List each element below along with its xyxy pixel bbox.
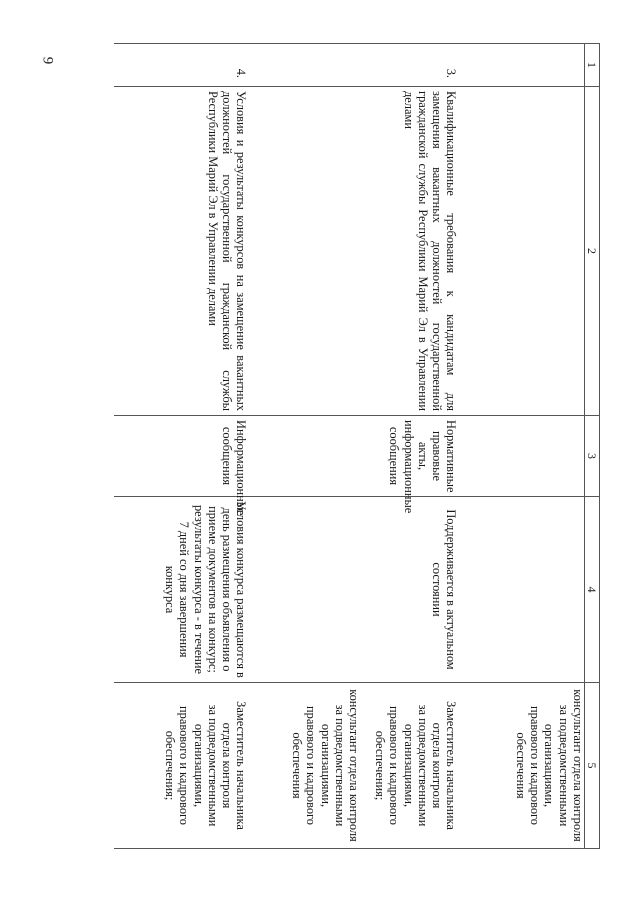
header-col-4: 4 (584, 497, 599, 683)
header-col-1: 1 (584, 44, 599, 87)
table-wrapper (114, 43, 600, 843)
responsible-line: консультант отдела контроля (347, 689, 362, 842)
header-col-5: 5 (584, 683, 599, 849)
row-document-type: Нормативные правовые акты, информационные сообщения (254, 416, 464, 497)
responsible-line: Заместитель начальника отдела контроля (430, 701, 459, 830)
table-row-continuation (464, 44, 584, 849)
responsible-line: за подведомственными организациями, (318, 704, 347, 827)
responsible-line: консультант отдела контроля (570, 689, 585, 842)
row-title: Квалификационные требования к кандидатам для замещения вакантных должностей государственной гражданской службы Республики Марий Эл в Управлении делами (254, 87, 464, 416)
term-line: Условия конкурса размещаются в день размещения объявления о приеме документов на конкурс; (205, 501, 249, 678)
responsible-line: правового и кадрового обеспечения (513, 706, 543, 825)
responsible-line: правового и кадрового обеспечения; (163, 706, 192, 825)
table-row (114, 44, 254, 849)
responsible-line: Заместитель начальника отдела контроля (220, 701, 249, 830)
responsible-line: правового и кадрового обеспечения (290, 706, 319, 825)
row-title: Условия и результаты конкурсов на замещение вакантных должностей государственной гражданской службы Республики Марий Эл в Управлении делами (114, 87, 254, 416)
responsible-line: за подведомственными организациями, (191, 704, 220, 827)
row-term: Поддерживается в актуальном состоянии (254, 497, 464, 683)
row-number: 4. (114, 44, 254, 87)
responsible-line: правового и кадрового обеспечения; (373, 706, 402, 825)
header-col-2: 2 (584, 87, 599, 416)
term-line: результаты конкурса - в течение 7 дней со дня завершения конкурса (163, 504, 206, 675)
document-table (114, 43, 600, 843)
responsible-cell (114, 683, 254, 849)
responsible-cell (464, 683, 584, 849)
table-row (254, 44, 464, 849)
responsible-line: за подведомственными организациями, (542, 704, 571, 827)
table-header-row (584, 44, 599, 849)
responsible-line: за подведомственными организациями, (401, 704, 430, 827)
page-number: 9 (39, 56, 56, 65)
row-term (114, 497, 254, 683)
row-document-type: Информационные сообщения (114, 416, 254, 497)
row-number: 3. (254, 44, 464, 87)
responsible-cell (254, 683, 464, 849)
header-col-3: 3 (584, 416, 599, 497)
